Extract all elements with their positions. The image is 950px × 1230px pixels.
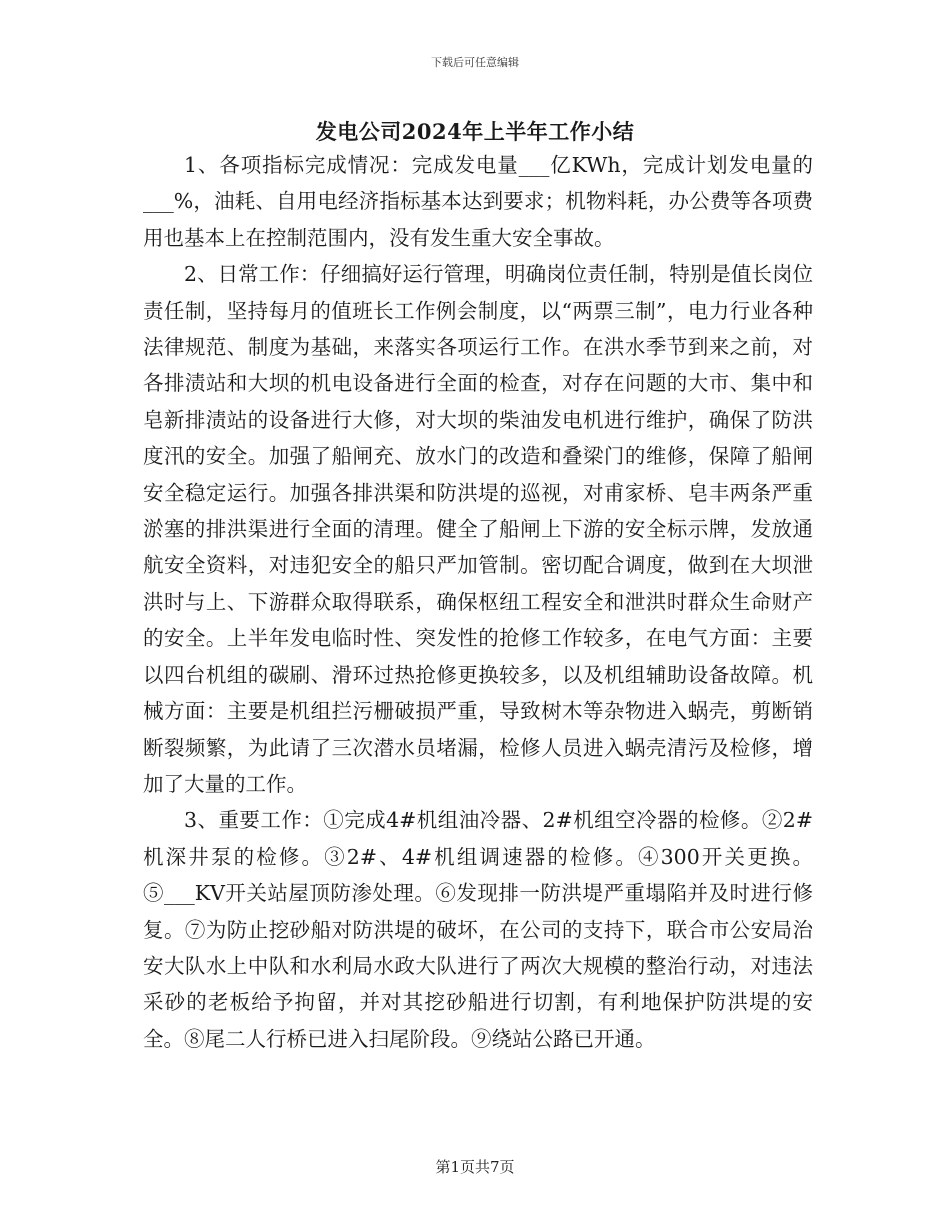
paragraph-key-work: 3、重要工作：①完成4#机组油冷器、2#机组空冷器的检修。②2#机深井泵的检修。③2#、4#机组调速器的检修。④300开关更换。⑤___KV开关站屋顶防渗处理。⑥发现排一防洪堤严重塌陷并及时进行修复。⑦为防止挖砂船对防洪堤的破坏，在公司的支持下，联合市公安局治安大队水上中队和水利局水政大队进行了两次大规模的整治行动，对违法采砂的老板给予拘留，并对其挖砂船进行切割，有利地保护防洪堤的安全。⑧尾二人行桥已进入扫尾阶段。⑨绕站公路已开通。 xyxy=(143,808,813,1051)
paragraph-daily-work: 2、日常工作：仔细搞好运行管理，明确岗位责任制，特别是值长岗位责任制，坚持每月的值班长工作例会制度，以“两票三制”，电力行业各种法律规范、制度为基础，来落实各项运行工作。在洪水季节到来之前，对各排渍站和大坝的机电设备进行全面的检查，对存在问题的大市、集中和皂新排渍站的设备进行大修，对大坝的柴油发电机进行维护，确保了防洪度汛的安全。加强了船闸充、放水门的改造和叠梁门的维修，保障了船闸安全稳定运行。加强各排洪渠和防洪堤的巡视，对甫家桥、皂丰两条严重淤塞的排洪渠进行全面的清理。健全了船闸上下游的安全标示牌，发放通航安全资料，对违犯安全的船只严加管制。密切配合调度，做到在大坝泄洪时与上、下游群众取得联系，确保枢纽工程安全和泄洪时群众生命财产的安全。上半年发电临时性、突发性的抢修工作较多，在电气方面：主要以四台机组的碳刷、滑环过热抢修更换较多，以及机组辅助设备故障。机械方面：主要是机组拦污栅破损严重，导致树木等杂物进入蜗壳，剪断销断裂频繁，为此请了三次潜水员堵漏，检修人员进入蜗壳清污及检修，增加了大量的工作。 xyxy=(143,262,813,796)
document-body xyxy=(143,147,813,1057)
header-note: 下载后可任意编辑 xyxy=(431,56,519,69)
paragraph-indicators: 1、各项指标完成情况：完成发电量___亿KWh，完成计划发电量的___%，油耗、自用电经济指标基本达到要求；机物料耗，办公费等各项费用也基本上在控制范围内，没有发生重大安全事故。 xyxy=(143,153,813,250)
page-footer: 第1页共7页 xyxy=(435,1158,515,1176)
document-title: 发电公司2024年上半年工作小结 xyxy=(315,119,635,144)
